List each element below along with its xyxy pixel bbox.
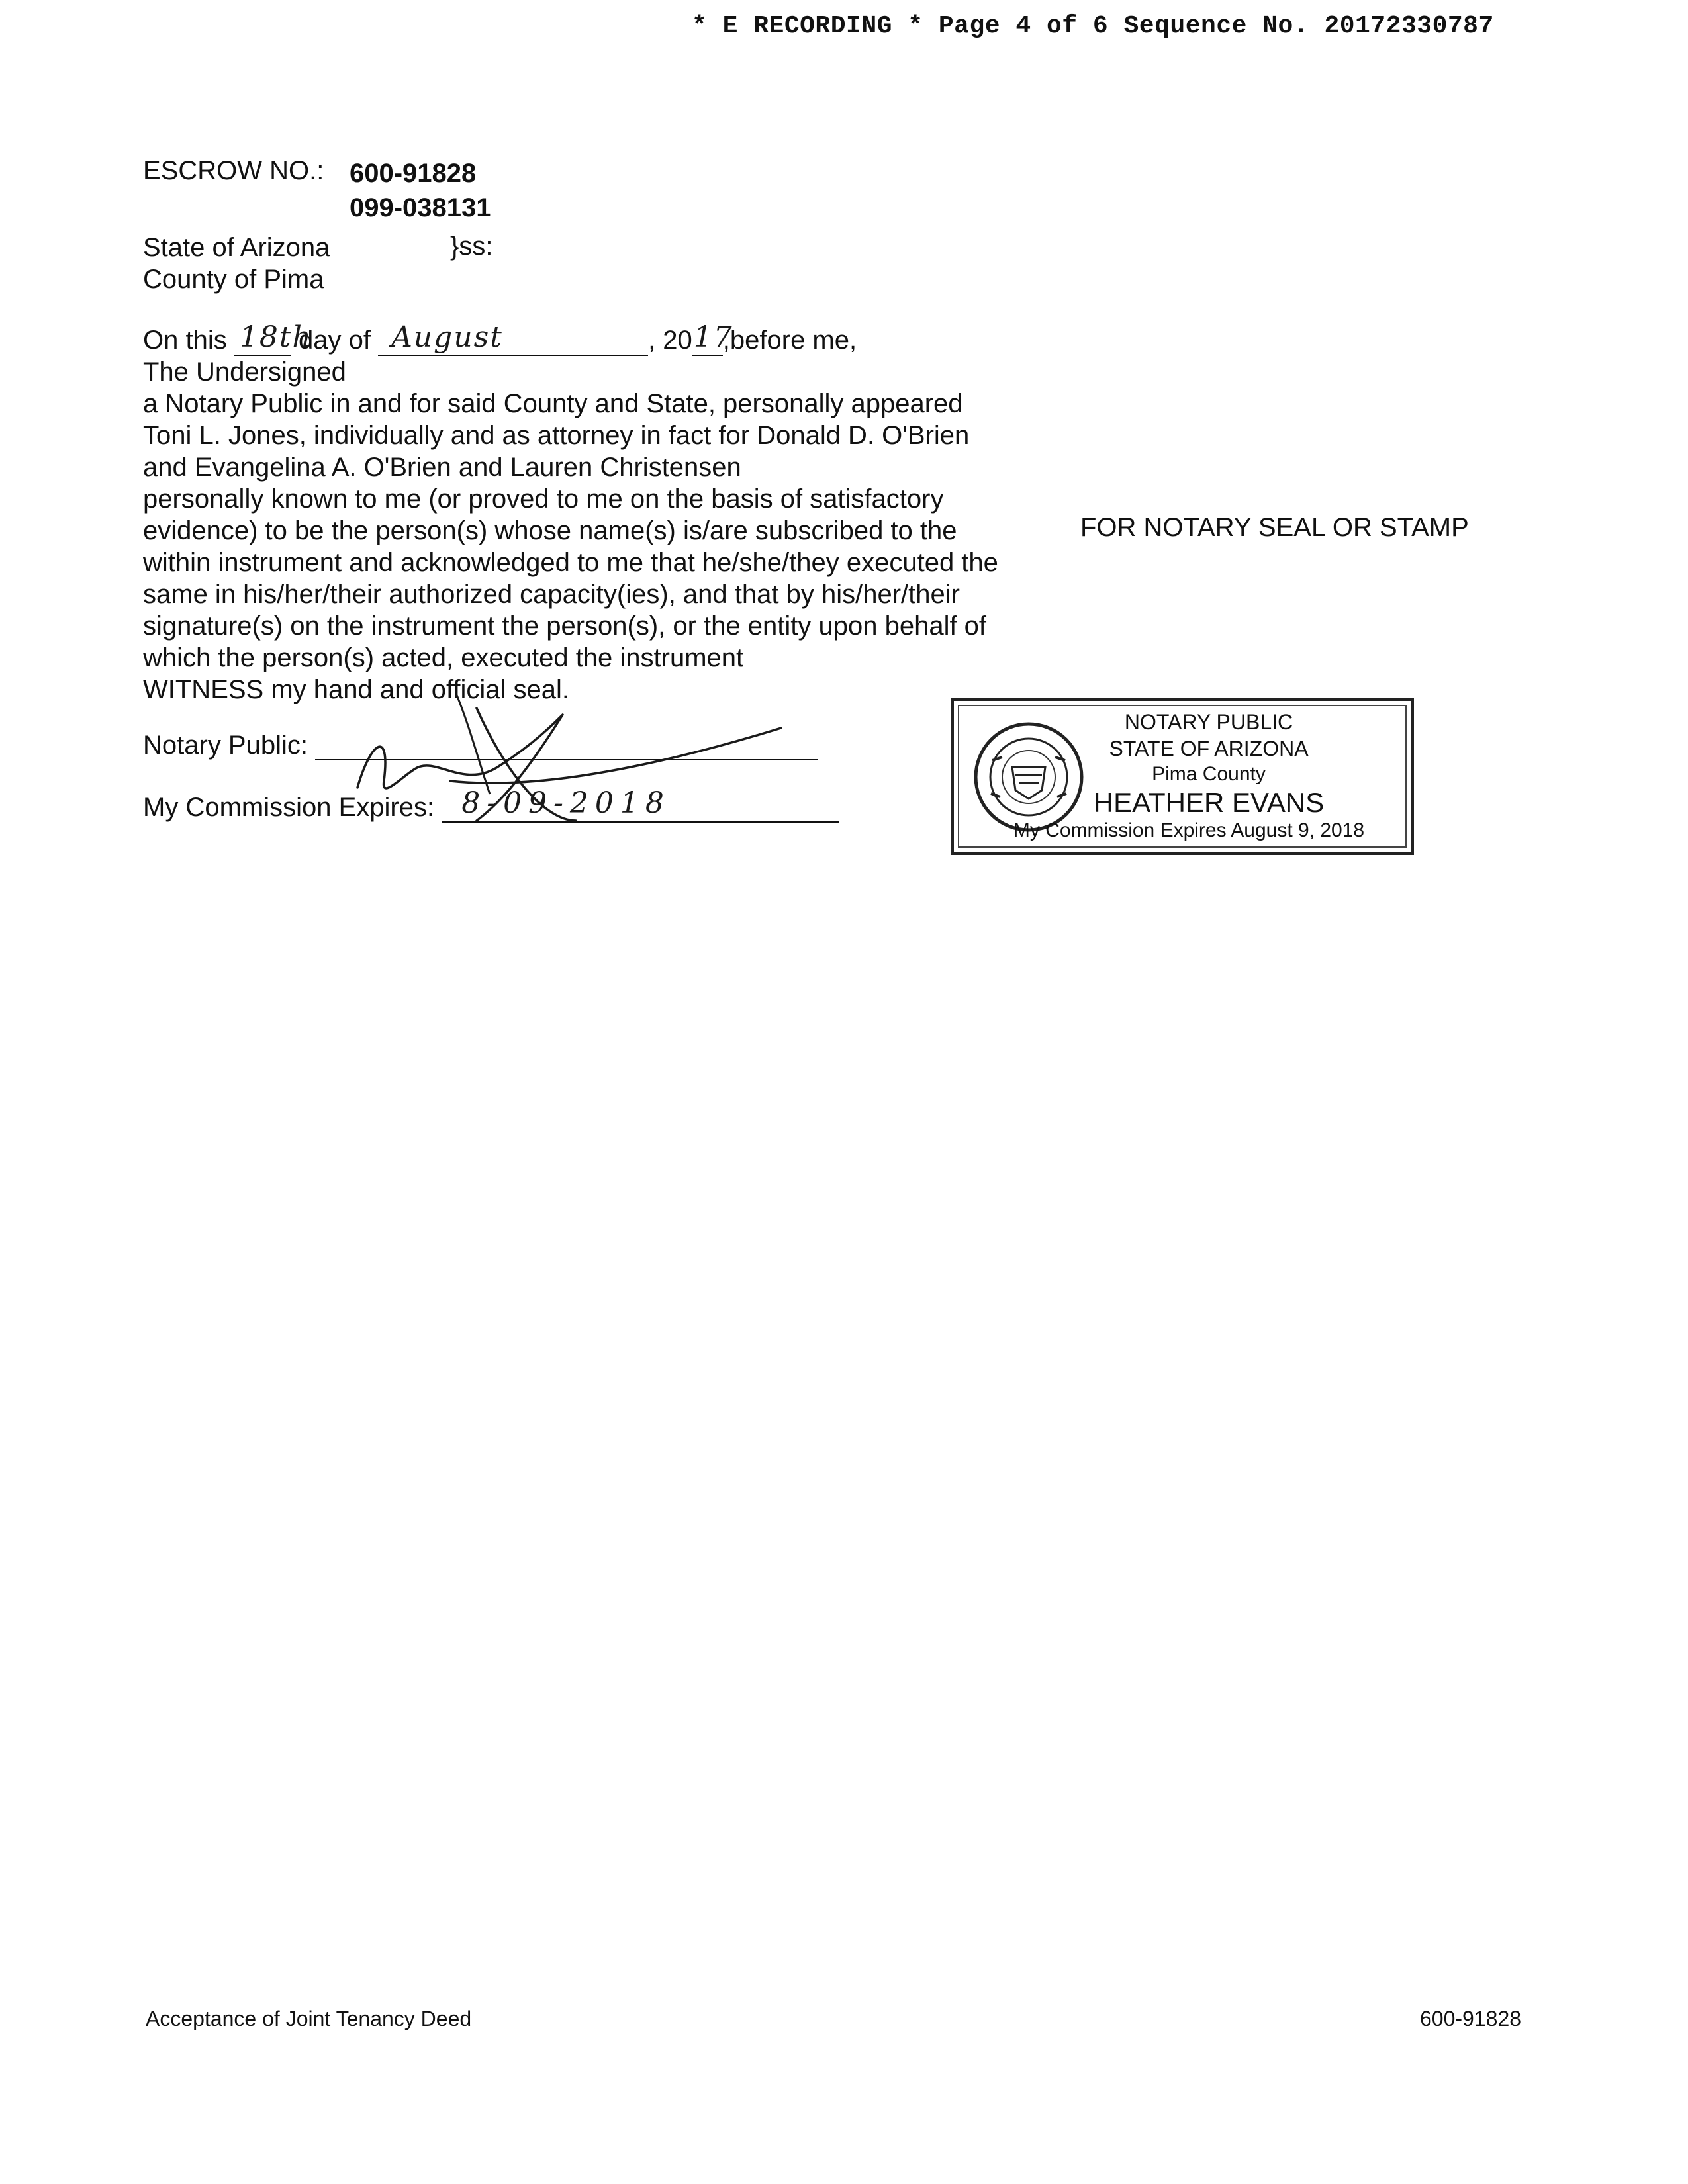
venue-ss: }ss: [450,232,493,261]
ack-line: evidence) to be the person(s) whose name(s) is/are subscribed to the [143,516,957,545]
day-blank [234,320,312,356]
stamp-line-county: Pima County [1152,763,1266,785]
month-blank [378,320,648,356]
acknowledgment-paragraph [143,388,1043,705]
notary-stamp [951,698,1414,855]
footer-document-title: Acceptance of Joint Tenancy Deed [146,2007,472,2030]
commission-expires-label: My Commission Expires: [143,793,435,822]
stamp-line-notary-public: NOTARY PUBLIC [1124,710,1293,734]
ack-line: signature(s) on the instrument the person(s), or the entity upon behalf of [143,612,987,641]
ack-line: same in his/her/their authorized capacity(ies), and that by his/her/their [143,580,960,609]
stamp-notary-name: HEATHER EVANS [1093,787,1325,818]
ack-line: WITNESS my hand and official seal. [143,675,569,704]
escrow-number-1: 600-91828 [350,159,477,188]
notary-signature-scribble [344,688,847,834]
recording-header: * E RECORDING * Page 4 of 6 Sequence No. 20172330787 [692,12,1494,40]
stamp-line-state: STATE OF ARIZONA [1109,737,1309,760]
seal-label: FOR NOTARY SEAL OR STAMP [1080,513,1469,542]
footer-escrow-number: 600-91828 [1420,2007,1522,2030]
venue-state: State of Arizona [143,233,330,262]
ack-line: a Notary Public in and for said County and State, personally appeared [143,389,963,418]
venue-county: County of Pima [143,265,324,294]
commission-handwritten: 8-09-2018 [461,786,671,820]
year-prefix: , 20 [648,326,692,355]
acknowledgment-date-line [143,320,857,388]
stamp-text [1013,709,1404,842]
escrow-label: ESCROW NO.: [143,156,324,185]
year-blank [692,320,733,356]
ack-line: Toni L. Jones, individually and as attorney in fact for Donald D. O'Brien [143,421,970,450]
ack-line: within instrument and acknowledged to me that he/she/they executed the [143,548,998,577]
year-handwritten: 17 [693,320,733,354]
before-me-label: ,before me, [722,326,857,355]
stamp-commission-expires: My Commission Expires August 9, 2018 [1013,819,1365,841]
escrow-number-2: 099-038131 [350,193,491,222]
venue [143,232,330,295]
officer-name: The Undersigned [143,357,346,387]
ack-line: personally known to me (or proved to me on the basis of satisfactory [143,484,944,514]
month-handwritten: August [391,320,503,354]
day-handwritten: 18th [239,320,312,354]
ack-line: and Evangelina A. O'Brien and Lauren Christensen [143,453,741,482]
on-this-label: On this [143,326,227,355]
day-of-label: day of [298,326,371,355]
ack-line: which the person(s) acted, executed the instrument [143,643,744,672]
notary-public-label: Notary Public: [143,731,308,760]
escrow-numbers [350,156,491,225]
